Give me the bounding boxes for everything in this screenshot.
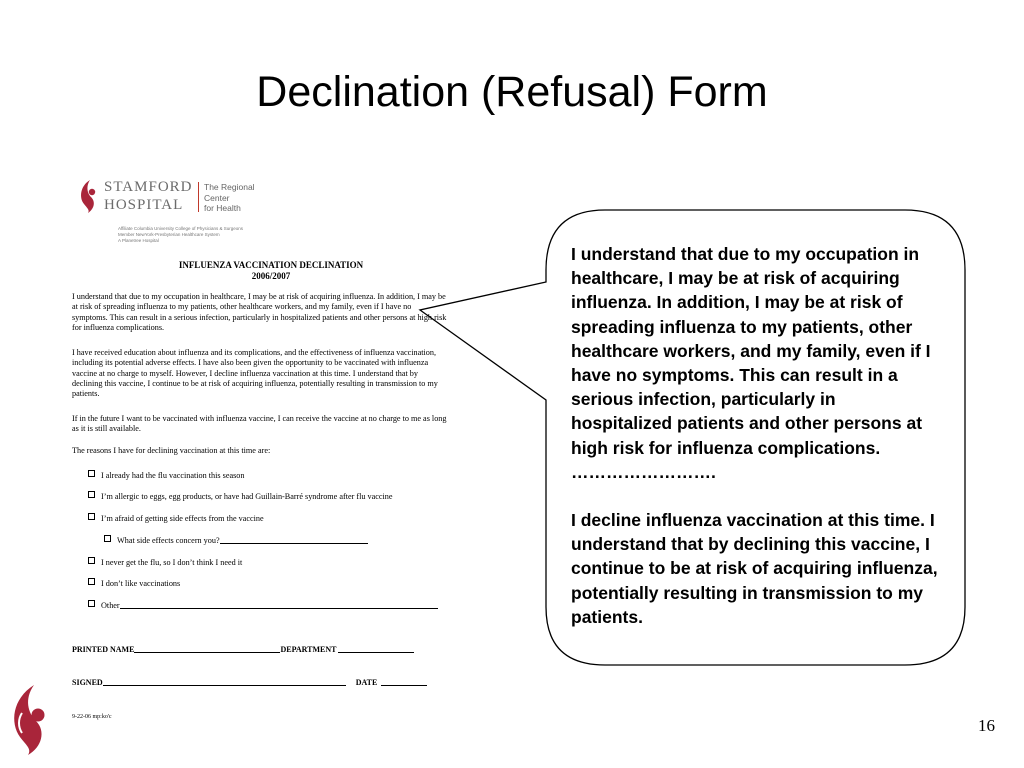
callout-text: [571, 242, 941, 629]
form-footer-code: 9-22-06 mp:ko'c: [72, 714, 112, 720]
checkbox-icon: [88, 578, 95, 585]
form-paragraph-2: I have received education about influenza and its complications, and the effectiveness of influenza vaccination, including its potential adverse effects. I have also been given the opportunity to be vaccinated with influenza vaccine at no charge to myself. However, I decline influenza vaccination at this time. I understand that by declining this vaccine, I continue to be at risk of acquiring influenza, potentially resulting in transmission to my patients.: [72, 348, 438, 399]
logo-name: STAMFORD HOSPITAL: [104, 179, 193, 213]
callout-paragraph-2: I decline influenza vaccination at this time. I understand that by declining this vaccine, I continue to be at risk of acquiring influenza, potentially resulting in transmission to my patients.: [571, 510, 938, 627]
option-allergic: I’m allergic to eggs, egg products, or have had Guillain-Barré syndrome after flu vaccine: [88, 491, 393, 502]
form-heading: INFLUENZA VACCINATION DECLINATION 2006/2007: [178, 260, 364, 281]
option-dislike-vaccinations: I don’t like vaccinations: [88, 578, 180, 589]
stamford-hospital-logo: [74, 168, 264, 243]
logo-affiliation: Affiliate Columbia University College of Physicians & Surgeons Member NewYork-Presbyterian Healthcare System A Planetree Hospital: [118, 226, 243, 243]
signed-line: SIGNED DATE: [72, 677, 427, 687]
declination-form-image: [60, 160, 460, 730]
callout-ellipsis: …………………….: [571, 461, 716, 482]
checkbox-icon: [88, 557, 95, 564]
checkbox-icon: [88, 491, 95, 498]
option-side-effects-concern: What side effects concern you?: [104, 535, 368, 546]
hospital-emblem-icon: [78, 178, 100, 214]
page-number: 16: [978, 716, 995, 735]
option-already-vaccinated: I already had the flu vaccination this season: [88, 470, 244, 481]
logo-tagline: The Regional Center for Health: [204, 182, 255, 213]
option-other: Other: [88, 600, 438, 611]
option-never-get-flu: I never get the flu, so I don’t think I need it: [88, 557, 242, 568]
callout-paragraph-1: I understand that due to my occupation in healthcare, I may be at risk of acquiring influenza. In addition, I may be at risk of spreading influenza to my patients, other healthcare workers, and my family, even if I have no symptoms. This can result in a serious infection, particularly in hospitalized patients and other persons at high risk for influenza complications.: [571, 244, 931, 458]
logo-divider: [198, 182, 199, 212]
checkbox-icon: [104, 535, 111, 542]
slide-title: Declination (Refusal) Form: [256, 68, 768, 116]
form-paragraph-3: If in the future I want to be vaccinated with influenza vaccine, I can receive the vaccine at no charge to me as long as it is still available.: [72, 414, 447, 434]
reasons-intro: The reasons I have for declining vaccination at this time are:: [72, 446, 271, 455]
checkbox-icon: [88, 470, 95, 477]
printed-name-line: PRINTED NAME DEPARTMENT: [72, 644, 414, 654]
checkbox-icon: [88, 513, 95, 520]
form-paragraph-1: I understand that due to my occupation in healthcare, I may be at risk of acquiring influenza. In addition, I may be at risk of spreading influenza to my patients, other healthcare workers, and my family, even if I have no symptoms. This can result in a serious infection, particularly in hospitalized patients and other persons at high risk for influenza complications.: [72, 292, 447, 332]
checkbox-icon: [88, 600, 95, 607]
option-side-effects: I’m afraid of getting side effects from the vaccine: [88, 513, 264, 524]
corner-emblem-icon: [8, 683, 52, 755]
